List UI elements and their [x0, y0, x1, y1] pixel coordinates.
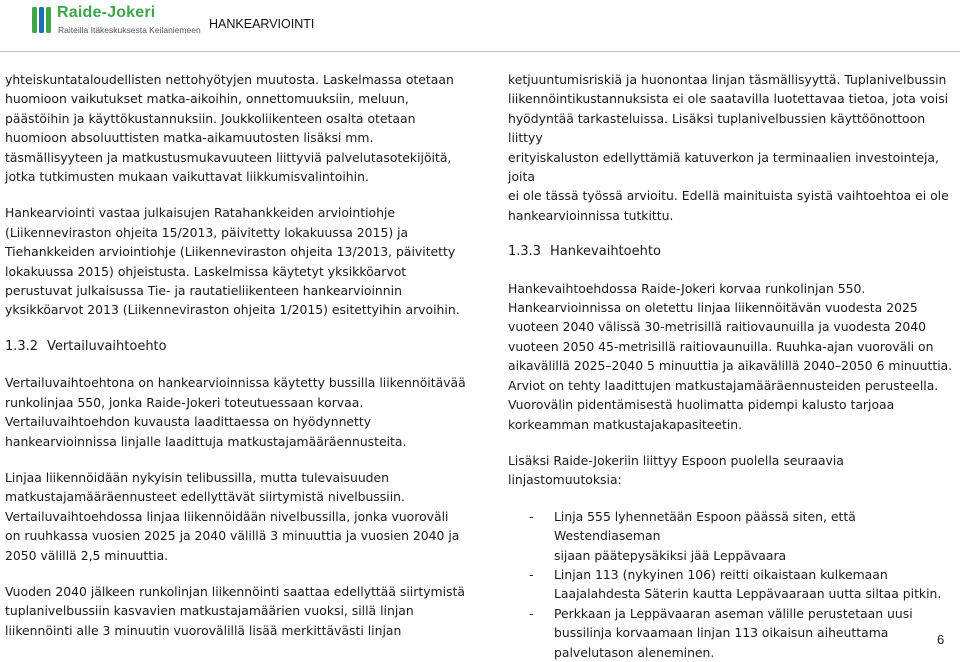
raide-jokeri-logo-icon [30, 5, 52, 35]
text-line: Linjaa liikennöidään nykyisin telibussilla, mutta tulevaisuuden [5, 469, 390, 485]
section-title: Vertailuvaihtoehto [47, 338, 167, 354]
text-line: on ruuhkassa vuosien 2025 ja 2040 välillä 3 minuuttia ja vuosien 2040 ja [5, 528, 460, 544]
text-line: Laajalahdesta Säterin kautta Leppävaaraan uutta siltaa pitkin. [554, 586, 942, 602]
header-divider [0, 51, 960, 52]
brand-logo [30, 4, 205, 40]
text-line: Hankevaihtoehdossa Raide-Jokeri korvaa runkolinjan 550. [508, 280, 866, 296]
page-header [0, 0, 960, 50]
text-line: lokakuussa 2015) ohjeistusta. Laskelmissa käytetyt yksikköarvot [5, 263, 407, 279]
text-line: Hankearvioinnissa on oletettu linjaa liikennöitävän vuodesta 2025 [508, 300, 918, 316]
text-line: päästöihin ja käyttökustannuksiin. Joukkoliikenteen osalta otetaan [5, 110, 416, 126]
paragraph: Lisäksi Raide-Jokeriin liittyy Espoon puolella seuraavia linjastomuutoksia: [508, 452, 844, 488]
text-line: aikavälillä 2025–2040 5 minuuttia ja aikavälillä 2040–2050 6 minuuttia. [508, 358, 953, 374]
section-number: 1.3.3 [508, 244, 542, 260]
section-heading [5, 337, 475, 356]
bullet-list [508, 507, 958, 662]
text-line: Arviot on tehty laadittujen matkustajamääräennusteiden perusteella. [508, 377, 939, 393]
text-line: Linja 555 lyhennetään Espoon päässä siten, että Westendiaseman [554, 508, 856, 544]
text-line: jotka tutkimusten mukaan vaikuttavat liikkumisvalintoihin. [5, 169, 369, 185]
list-item [508, 507, 958, 565]
logo-title: Raide-Jokeri [57, 4, 156, 21]
section-number: 1.3.2 [5, 338, 39, 354]
bullet-marker: - [529, 508, 534, 524]
page-number: 6 [937, 632, 945, 647]
text-line: Hankearviointi vastaa julkaisujen Ratahankkeiden arviointiohje [5, 205, 396, 221]
logo-subtitle: Raiteilla Itäkeskuksesta Keilaniemeen [58, 25, 201, 35]
text-line: palvelutason aleneminen. [554, 644, 715, 660]
left-column [5, 70, 475, 640]
text-line: yksikköarvot 2013 (Liikenneviraston ohjeita 1/2015) esitettyihin arvoihin. [5, 302, 460, 318]
text-line: bussilinja korvaamaan linjan 113 oikaisun aiheuttama [554, 625, 889, 641]
section-title: Hankevaihtoehto [550, 244, 661, 260]
paragraph [5, 373, 475, 451]
text-line: ei ole tässä työssä arvioitu. Edellä mainituista syistä vaihtoehtoa ei ole [508, 188, 949, 204]
text-line: erityiskaluston edellyttämiä katuverkon ja terminaalien investointeja, joita [508, 149, 939, 185]
text-line: runkolinjaa 550, jonka Raide-Jokeri toteutuessaan korvaa. [5, 394, 364, 410]
list-item [508, 565, 958, 604]
text-line: yhteiskuntataloudellisten nettohyötyjen muutosta. Laskelmassa otetaan [5, 72, 454, 87]
text-line: liikennöinti alle 3 minuutin vuorovälillä lisää merkittävästi linjan [5, 622, 402, 638]
text-line: vuoteen 2040 välissä 30-metrisillä raitiovaunuilla ja vuodesta 2040 [508, 319, 926, 335]
paragraph [5, 468, 475, 565]
text-line: huomioon vaikutukset matka-aikoihin, onnettomuuksiin, meluun, [5, 91, 409, 107]
text-line: korkeamman matkustajakapasiteetin. [508, 416, 743, 432]
text-line: perustuvat julkaisussa Tie- ja rautatieliikenteen hankearvioinnin [5, 283, 402, 299]
text-line: Perkkaan ja Leppävaaran aseman välille perustetaan uusi [554, 605, 913, 621]
text-line: Tiehankkeiden arviointiohje (Liikenneviraston ohjeita 13/2013, päivitetty [5, 244, 456, 260]
text-line: hankearvioinnissa tutkittu. [508, 207, 674, 223]
text-line: 2050 välillä 2,5 minuuttia. [5, 547, 169, 563]
text-line: huomioon absoluuttisten matka-aikamuutosten lisäksi mm. [5, 130, 374, 146]
text-line: hyödyntää tarkasteluissa. Lisäksi tuplanivelbussien käyttöönottoon liittyy [508, 110, 926, 146]
section-heading [508, 242, 958, 261]
text-line: (Liikenneviraston ohjeita 15/2013, päivitetty lokakuussa 2015) ja [5, 224, 409, 240]
right-column [508, 70, 958, 662]
text-line: Linjan 113 (nykyinen 106) reitti oikaistaan kulkemaan [554, 566, 888, 582]
bullet-marker: - [529, 605, 534, 621]
text-line: hankearvioinnissa linjalle laadittuja matkustajamääräennusteita. [5, 433, 407, 449]
text-line: täsmällisyyteen ja matkustusmukavuuteen liittyviä palvelutasotekijöitä, [5, 149, 452, 165]
paragraph [508, 70, 958, 225]
text-line: tuplanivelbussiin kasvavien matkustajamäärien vuoksi, sillä linjan [5, 603, 414, 619]
text-line: Vertailuvaihtoehtona on hankearvioinnissa käytetty bussilla liikennöitävää [5, 375, 466, 391]
bullet-marker: - [529, 566, 534, 582]
text-line: liikennöintikustannuksista ei ole saatavilla luotettavaa tietoa, jota voisi [508, 91, 949, 107]
text-line: vuoteen 2050 45-metrisillä raitiovaunuilla. Ruuhka-ajan vuoroväli on [508, 338, 934, 354]
paragraph [5, 582, 475, 640]
paragraph [5, 70, 475, 186]
paragraph [508, 279, 958, 434]
document-title: HANKEARVIOINTI [209, 17, 315, 31]
text-line: Vertailuvaihtoehdon kuvausta laadittaessa on hyödynnetty [5, 414, 372, 430]
text-line: ketjuuntumisriskiä ja huonontaa linjan täsmällisyyttä. Tuplanivelbussin [508, 72, 947, 87]
text-line: Vertailuvaihtoehdossa linjaa liikennöidään nivelbussilla, jonka vuoroväli [5, 508, 449, 524]
text-line: Vuorovälin pidentämisestä huolimatta pidempi kalusto tarjoaa [508, 397, 895, 413]
text-line: Vuoden 2040 jälkeen runkolinjan liikennöinti saattaa edellyttää siirtymistä [5, 583, 465, 599]
text-line: matkustajamääräennusteet edellyttävät siirtymistä nivelbussiin. [5, 489, 405, 505]
text-line: sijaan päätepysäkiksi jää Leppävaara [554, 547, 787, 563]
paragraph [5, 203, 475, 319]
list-item [508, 604, 958, 662]
